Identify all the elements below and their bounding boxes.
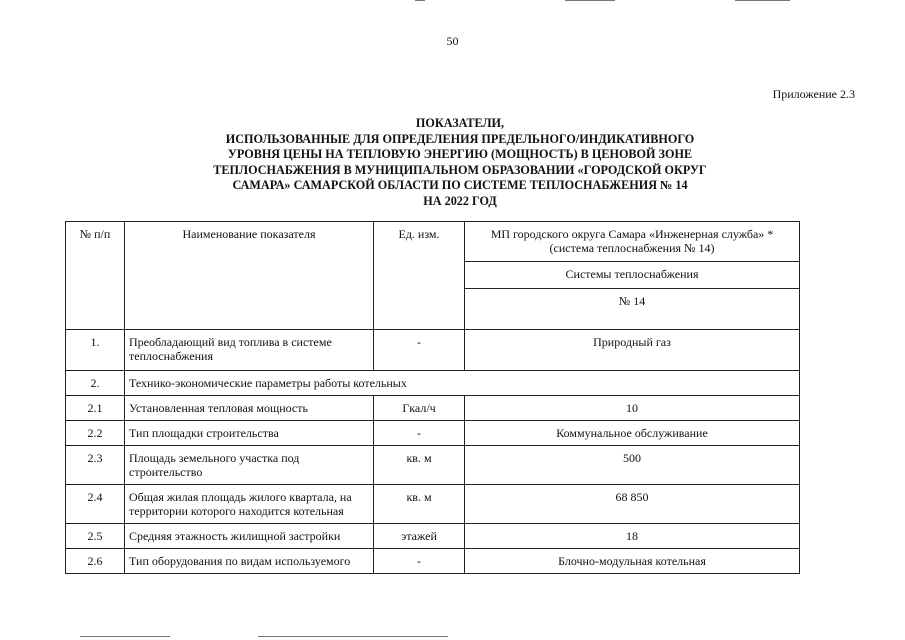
row-num: 2.4 — [66, 485, 125, 524]
row-num: 2.5 — [66, 524, 125, 549]
scan-artifact-bottom-1 — [80, 636, 170, 637]
scan-artifact-top-3 — [735, 0, 790, 1]
indicators-table — [65, 221, 800, 574]
header-systems: Системы теплоснабжения — [465, 262, 800, 289]
table-header-row — [66, 222, 800, 262]
header-unit: Ед. изм. — [374, 222, 465, 330]
row-num: 2.6 — [66, 549, 125, 574]
scan-artifact-top-1 — [415, 0, 425, 1]
row-name: Площадь земельного участка под строительство — [125, 446, 374, 485]
title-line: ПОКАЗАТЕЛИ, — [415, 116, 505, 130]
page-number: 50 — [446, 34, 459, 48]
table-row — [66, 330, 800, 371]
scan-artifact-bottom-2 — [258, 636, 448, 637]
scan-artifact-top-2 — [565, 0, 615, 1]
row-name: Тип площадки строительства — [125, 421, 374, 446]
row-name: Общая жилая площадь жилого квартала, на территории которого находится котельная — [125, 485, 374, 524]
row-name: Установленная тепловая мощность — [125, 396, 374, 421]
row-unit: - — [374, 421, 465, 446]
row-section-name: Технико-экономические параметры работы котельных — [125, 371, 800, 396]
row-unit: кв. м — [374, 485, 465, 524]
header-organization: МП городского округа Самара «Инженерная служба» * (система теплоснабжения № 14) — [465, 222, 800, 262]
document-title — [130, 116, 790, 209]
row-unit: - — [374, 330, 465, 371]
row-value: Блочно-модульная котельная — [465, 549, 800, 574]
header-num: № п/п — [66, 222, 125, 330]
table-row — [66, 396, 800, 421]
table-row — [66, 371, 800, 396]
row-value: 500 — [465, 446, 800, 485]
row-name: Средняя этажность жилищной застройки — [125, 524, 374, 549]
header-name: Наименование показателя — [125, 222, 374, 330]
row-num: 2.3 — [66, 446, 125, 485]
table-row — [66, 549, 800, 574]
row-num: 2.1 — [66, 396, 125, 421]
table-row — [66, 421, 800, 446]
row-unit: кв. м — [374, 446, 465, 485]
row-unit: этажей — [374, 524, 465, 549]
title-line: НА 2022 ГОД — [423, 193, 497, 208]
row-name: Тип оборудования по видам используемого — [125, 549, 374, 574]
title-line: ТЕПЛОСНАБЖЕНИЯ В МУНИЦИПАЛЬНОМ ОБРАЗОВАНИИ «ГОРОДСКОЙ ОКРУГ — [213, 162, 707, 177]
row-num: 1. — [66, 330, 125, 371]
row-unit: Гкал/ч — [374, 396, 465, 421]
row-value: Коммунальное обслуживание — [465, 421, 800, 446]
header-system-number: № 14 — [465, 289, 800, 330]
table-row — [66, 446, 800, 485]
title-line: ИСПОЛЬЗОВАННЫЕ ДЛЯ ОПРЕДЕЛЕНИЯ ПРЕДЕЛЬНОГО/ИНДИКАТИВНОГО — [225, 131, 695, 146]
title-line: УРОВНЯ ЦЕНЫ НА ТЕПЛОВУЮ ЭНЕРГИЮ (МОЩНОСТЬ) В ЦЕНОВОЙ ЗОНЕ — [227, 147, 693, 161]
title-line: САМАРА» САМАРСКОЙ ОБЛАСТИ ПО СИСТЕМЕ ТЕПЛОСНАБЖЕНИЯ № 14 — [232, 178, 688, 192]
row-value: 10 — [465, 396, 800, 421]
table-row — [66, 485, 800, 524]
row-unit: - — [374, 549, 465, 574]
row-value: 68 850 — [465, 485, 800, 524]
row-num: 2. — [66, 371, 125, 396]
row-value: 18 — [465, 524, 800, 549]
row-name: Преобладающий вид топлива в системе теплоснабжения — [125, 330, 374, 371]
appendix-label: Приложение 2.3 — [772, 87, 855, 101]
table-row — [66, 524, 800, 549]
row-value: Природный газ — [465, 330, 800, 371]
row-num: 2.2 — [66, 421, 125, 446]
